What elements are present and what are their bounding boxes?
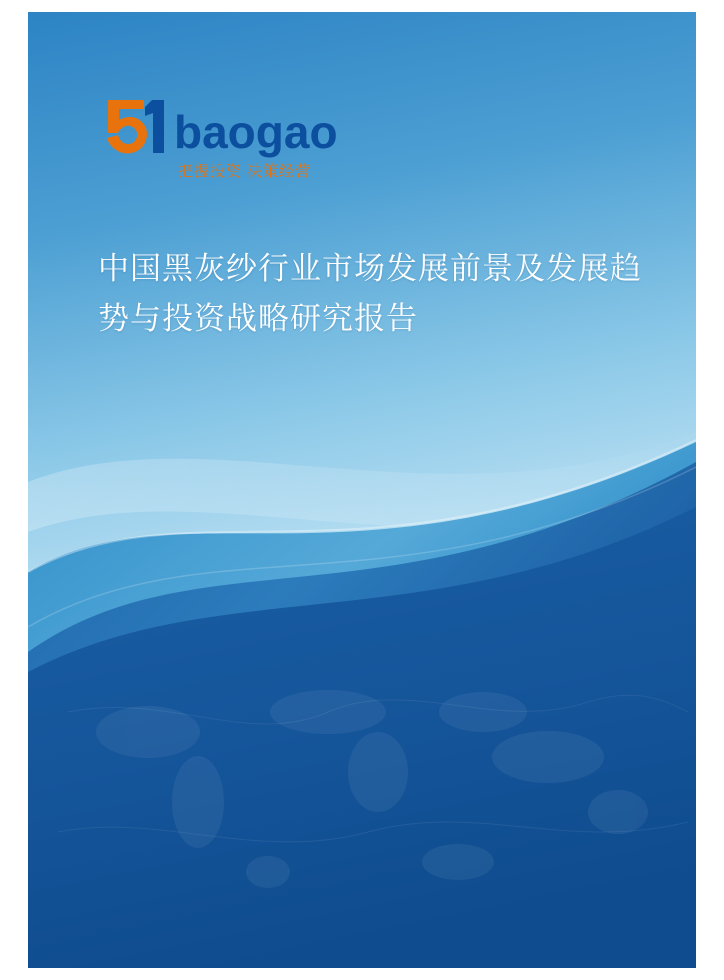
brand-logo <box>100 92 400 184</box>
report-title: 中国黑灰纱行业市场发展前景及发展趋势与投资战略研究报告 <box>98 251 642 336</box>
report-cover <box>28 12 696 968</box>
logo-mark-icon <box>100 92 400 184</box>
logo-wordmark: baogao <box>174 106 338 158</box>
logo-tagline: 把握投资 决策经营 <box>178 163 312 180</box>
